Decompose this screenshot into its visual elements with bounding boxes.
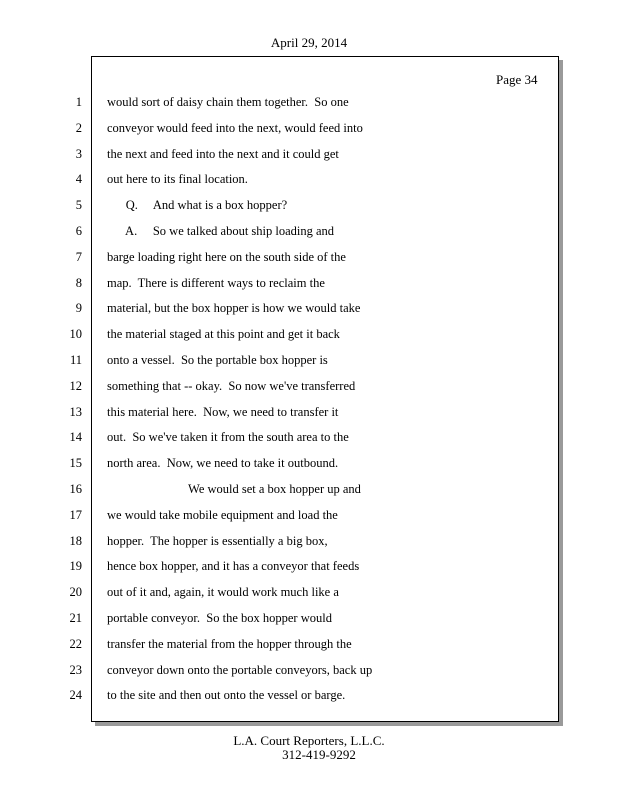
line-number: 11 xyxy=(69,352,82,367)
line-number: 4 xyxy=(75,172,82,187)
line-number: 21 xyxy=(69,610,82,625)
line-number: 15 xyxy=(69,456,82,471)
transcript-line: out of it and, again, it would work much like a xyxy=(107,585,339,600)
transcript-line: conveyor down onto the portable conveyors, back up xyxy=(107,662,373,677)
transcript-line: A. So we talked about ship loading and xyxy=(107,223,335,238)
transcript-line: we would take mobile equipment and load the xyxy=(107,507,338,522)
page-number: Page 34 xyxy=(496,72,538,87)
transcript-line: would sort of daisy chain them together. So one xyxy=(107,95,349,109)
line-number: 17 xyxy=(69,507,82,522)
line-number: 22 xyxy=(69,636,82,651)
transcript-line: to the site and then out onto the vessel or barge. xyxy=(107,688,346,703)
transcript-line: out. So we've taken it from the south area to the xyxy=(107,430,349,445)
line-number: 12 xyxy=(69,378,82,393)
line-number: 1 xyxy=(75,95,82,109)
footer-phone: 312-419-9292 xyxy=(282,747,356,762)
line-number-column xyxy=(40,94,82,713)
transcript-text xyxy=(107,94,547,713)
line-number: 6 xyxy=(75,223,82,238)
transcript-line: map. There is different ways to reclaim the xyxy=(107,275,325,290)
line-number: 20 xyxy=(69,585,82,600)
line-number: 8 xyxy=(75,275,82,290)
line-number: 13 xyxy=(69,404,82,419)
line-number: 3 xyxy=(75,146,82,161)
transcript-line: barge loading right here on the south side of the xyxy=(107,249,346,264)
transcript-line: transfer the material from the hopper through the xyxy=(107,636,352,651)
transcript-line: the next and feed into the next and it could get xyxy=(107,146,339,161)
transcript-line: north area. Now, we need to take it outbound. xyxy=(107,456,339,471)
line-number: 14 xyxy=(69,430,82,445)
transcript-line: something that -- okay. So now we've transferred xyxy=(107,378,356,393)
transcript-line: hence box hopper, and it has a conveyor that feeds xyxy=(107,559,360,574)
transcript-line: onto a vessel. So the portable box hopper is xyxy=(107,352,328,367)
line-number: 7 xyxy=(75,249,82,264)
transcript-line: portable conveyor. So the box hopper would xyxy=(107,610,332,625)
transcript-line: Q. And what is a box hopper? xyxy=(107,198,288,213)
transcript-line: out here to its final location. xyxy=(107,172,248,187)
transcript-line: this material here. Now, we need to transfer it xyxy=(107,404,339,419)
line-number: 19 xyxy=(69,559,82,574)
transcript-line: hopper. The hopper is essentially a big box, xyxy=(107,533,328,548)
transcript-line: We would set a box hopper up and xyxy=(107,481,361,496)
line-number: 10 xyxy=(69,327,82,342)
transcript-line: conveyor would feed into the next, would feed into xyxy=(107,120,363,135)
line-number: 23 xyxy=(69,662,82,677)
transcript-line: material, but the box hopper is how we would take xyxy=(107,301,361,316)
line-number: 2 xyxy=(75,120,82,135)
line-number: 18 xyxy=(69,533,82,548)
line-number: 16 xyxy=(69,481,82,496)
footer-company: L.A. Court Reporters, L.L.C. xyxy=(233,733,385,748)
line-number: 24 xyxy=(69,688,82,703)
footer xyxy=(0,733,618,763)
line-number: 9 xyxy=(75,301,82,316)
line-number: 5 xyxy=(75,198,82,213)
header-date: April 29, 2014 xyxy=(270,35,348,50)
transcript-line: the material staged at this point and get it back xyxy=(107,327,340,342)
